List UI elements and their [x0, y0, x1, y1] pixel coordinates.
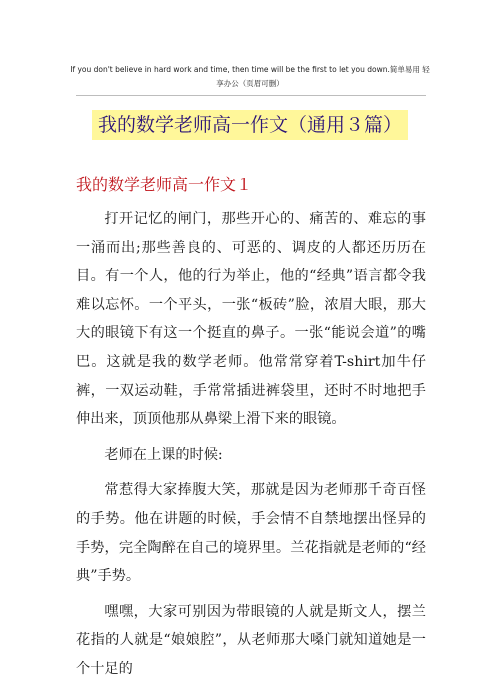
paragraph: 常惹得大家捧腹大笑，那就是因为老师那千奇百怪的手势。他在讲题的时候，手会情不自禁地摆出怪异的手势，完全陶醉在自己的境界里。兰花指就是老师的“经典”手势。	[76, 482, 426, 585]
page-header-text: If you don't believe in hard work and time, then time will be the first to let you down.简单易用 轻享办公（页眉可删）	[70, 65, 430, 88]
document-title	[0, 110, 500, 140]
paragraph: 打开记忆的闸门，那些开心的、痛苦的、难忘的事一涌而出;那些善良的、可恶的、调皮的人都还历历在目。有一个人，他的行为举止，他的“经典”语言都令我难以忘怀。一个平头，一张“板砖”脸，浓眉大眼，那大大的眼镜下有这一个挺直的鼻子。一张“能说会道”的嘴巴。这就是我的数学老师。他常常穿着T-shirt加牛仔裤，一双运动鞋，手常常插进裤袋里，还时不时地把手伸出来，顶顶他那从鼻梁上滑下来的眼镜。	[76, 211, 426, 428]
paragraph: 老师在上课的时候:	[104, 446, 223, 463]
header-divider	[76, 95, 426, 96]
section-heading: 我的数学老师高一作文１	[76, 175, 253, 194]
document-body	[76, 205, 426, 691]
paragraph: 嘿嘿，大家可别因为带眼镜的人就是斯文人，摆兰花指的人就是“娘娘腔”，从老师那大嗓门就知道她是一个十足的	[76, 603, 426, 677]
document-title-highlight: 我的数学老师高一作文（通用３篇）	[92, 110, 408, 140]
